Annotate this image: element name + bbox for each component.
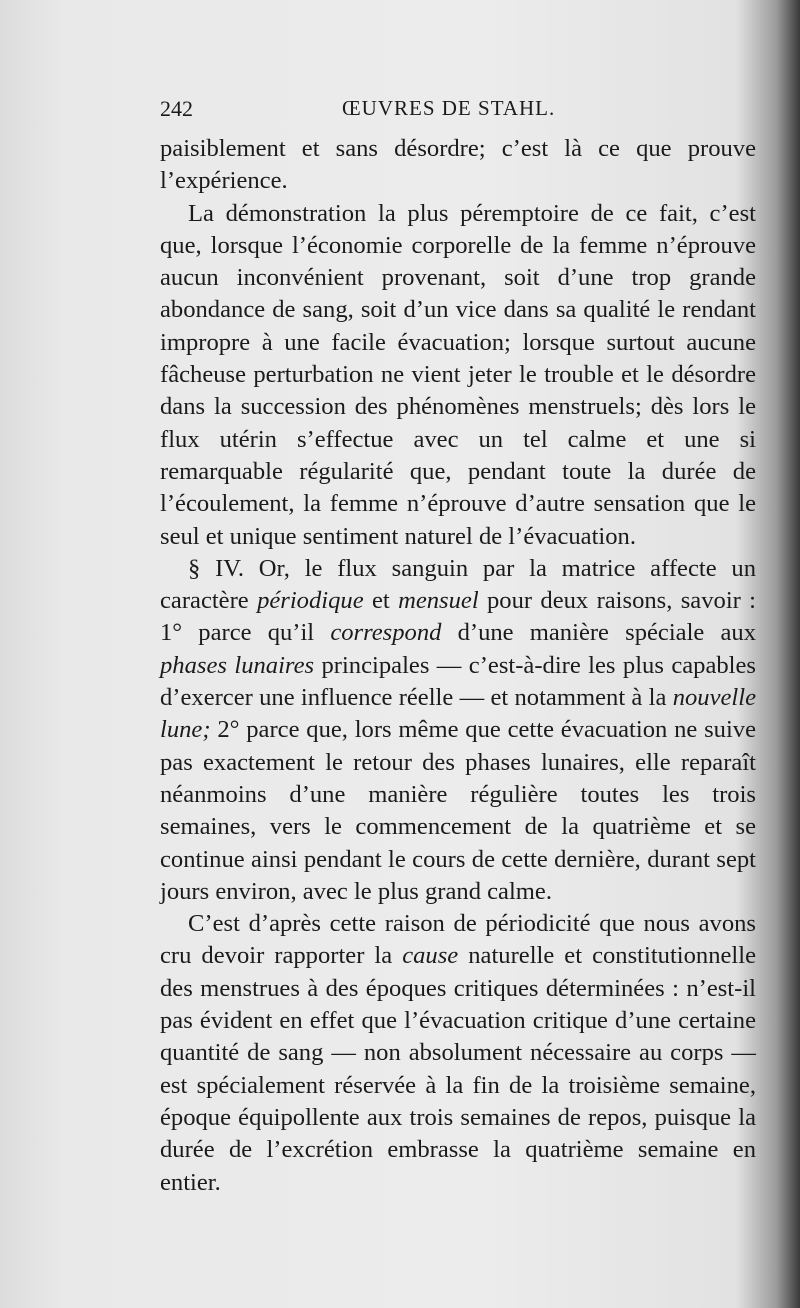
- paragraph-3: [160, 553, 756, 908]
- italic-term: périodique: [257, 587, 364, 615]
- text-segment: naturelle et constitutionnelle des menstrues à des époques critiques déterminées : n’est-il pas évident en effet que l’évacuation critique d’une certaine quantité de sang — non absolument nécessaire au corps — est spécialement réservée à la fin de la troisième semaine, époque équipollente aux trois semaines de repos, puisque la durée de l’excrétion embrasse la quatrième semaine en entier.: [160, 942, 757, 1196]
- text-segment: paisiblement et sans désordre; c’est là ce que prouve l’expérience.: [160, 135, 756, 195]
- paragraph-2: [160, 198, 756, 553]
- page-number: 242: [160, 96, 193, 121]
- italic-term: nouvelle lune;: [160, 684, 756, 744]
- paragraph-1: [160, 133, 756, 198]
- italic-term: mensuel: [398, 587, 479, 615]
- text-segment: pour deux raisons, savoir : 1° parce qu’il: [160, 587, 757, 647]
- italic-term: correspond: [330, 619, 442, 647]
- text-segment: 2° parce que, lors même que cette évacuation ne suive pas exactement le retour des phases lunaires, elle reparaît néanmoins d’une manière régulière toutes les trois semaines, vers le commencement de la quatrième et se continue ainsi pendant le cours de cette dernière, durant sept jours environ, avec le plus grand calme.: [160, 716, 756, 905]
- text-segment: La démonstration la plus péremptoire de ce fait, c’est que, lorsque l’économie corporelle de la femme n’éprouve aucun inconvénient provenant, soit d’une trop grande abondance de sang, soit d’un vice dans sa qualité le rendant impropre à une facile évacuation; lorsque surtout aucune fâcheuse perturbation ne vient jeter le trouble et le désordre dans la succession des phénomènes menstruels; dès lors le flux utérin s’effectue avec un tel calme et une si remarquable régularité que, pendant toute la durée de l’écoulement, la femme n’éprouve d’autre sensation que le seul et unique sentiment naturel de l’évacuation.: [160, 199, 756, 550]
- page-header: [160, 96, 756, 130]
- running-head: ŒUVRES DE STAHL.: [342, 96, 556, 120]
- body-text: [160, 133, 756, 1199]
- text-segment: C’est d’après cette raison de périodicité que nous avons cru devoir rapporter la: [160, 910, 756, 970]
- text-segment: et: [363, 587, 399, 615]
- text-segment: principales — c’est-à-dire les plus capables d’exercer une influence réelle — et notamment à la: [160, 651, 756, 712]
- italic-term: cause: [402, 942, 459, 970]
- text-segment: d’une manière spéciale aux: [441, 619, 756, 647]
- italic-term: phases lunaires: [160, 651, 315, 679]
- paragraph-4: [160, 908, 756, 1199]
- text-segment: § IV. Or, le flux sanguin par la matrice affecte un caractère: [160, 554, 756, 615]
